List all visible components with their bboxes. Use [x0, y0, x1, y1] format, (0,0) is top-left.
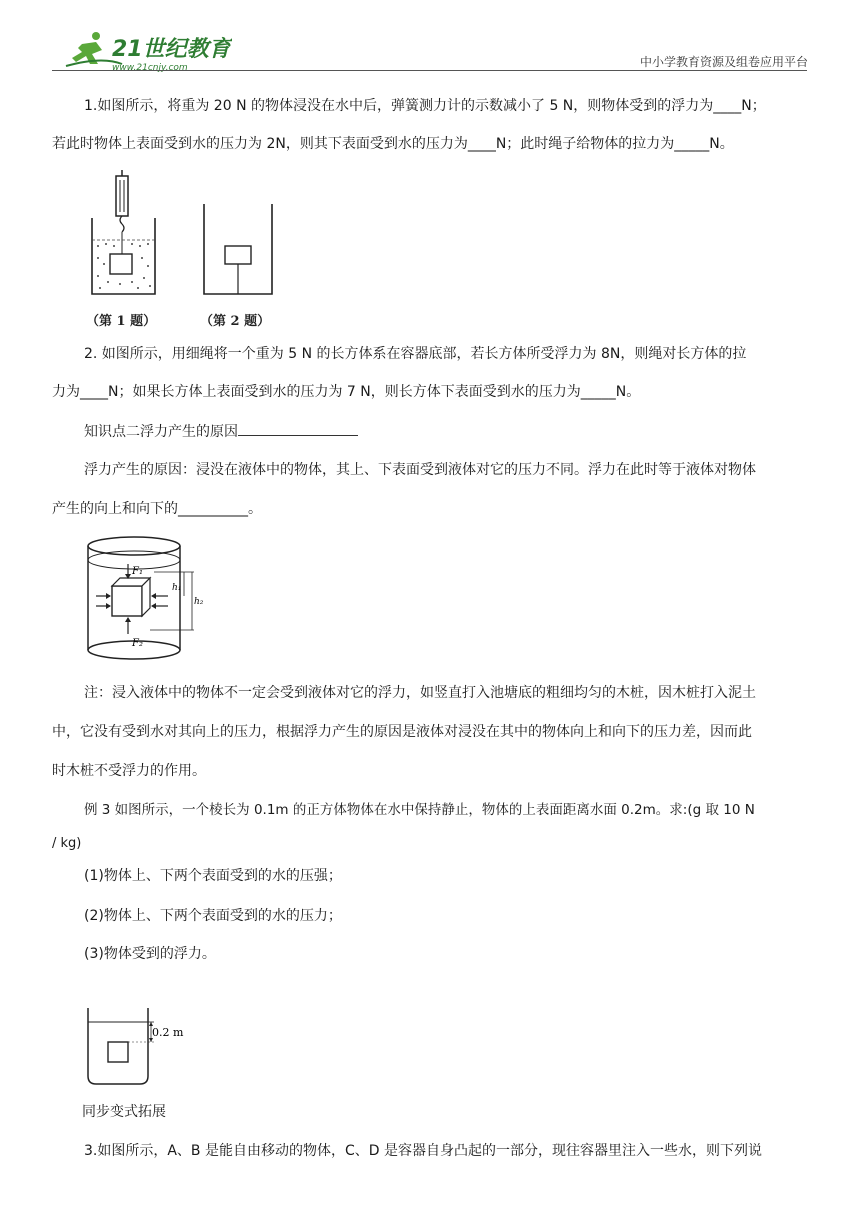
q2-line2: 力为____N；如果长方体上表面受到水的压力为 7 N，则长方体下表面受到水的压力为_____N。: [52, 384, 641, 400]
figure-ex3-container: [84, 1006, 194, 1090]
q2-line1: 2. 如图所示，用细绳将一个重为 5 N 的长方体系在容器底部，若长方体所受浮力为 8N，则绳对长方体的拉: [84, 346, 747, 362]
note-line2: 中，它没有受到水对其向上的压力，根据浮力产生的原因是液体对浸没在其中的物体向上和向下的压力差，因而此: [52, 724, 752, 740]
label-f2: F₂: [132, 638, 143, 649]
label-f1: F₁: [132, 566, 143, 577]
ex3-line2: / kg): [52, 836, 82, 851]
caption-fig2: （第 2 题）: [200, 314, 271, 329]
site-logo: [62, 30, 232, 74]
logo-sub-text: www.21cnjy.com: [112, 63, 188, 73]
note-line3: 时木桩不受浮力的作用。: [52, 763, 206, 779]
ex3-line1: 例 3 如图所示，一个棱长为 0.1m 的正方体物体在水中保持静止，物体的上表面距离水面 0.2m。求:(g 取 10 N: [84, 802, 755, 818]
header-divider: [52, 70, 807, 71]
caption-fig1: （第 1 题）: [86, 314, 157, 329]
header-platform-text: 中小学教育资源及组卷应用平台: [639, 55, 808, 69]
tied-block-figure: [204, 204, 272, 294]
kp2-title: [84, 421, 358, 442]
figure-q1-q2: [80, 168, 290, 333]
logo-main-text: 21世纪教育: [112, 37, 231, 62]
label-h2: h₂: [194, 597, 204, 607]
ex3-sub1: (1)物体上、下两个表面受到的水的压强；: [84, 868, 342, 884]
label-h1: h₁: [172, 583, 182, 593]
note-line1: 注：浸入液体中的物体不一定会受到液体对它的浮力，如竖直打入池塘底的粗细均匀的木桩，因木桩打入泥土: [84, 685, 756, 701]
ex3-sub2: (2)物体上、下两个表面受到的水的压力；: [84, 908, 342, 924]
kp2-title-text: 知识点二浮力产生的原因: [84, 424, 238, 440]
q1-line1: 1.如图所示，将重为 20 N 的物体浸没在水中后，弹簧测力计的示数减小了 5 N，则物体受到的浮力为____N；: [84, 98, 766, 114]
spring-scale-figure: [92, 170, 155, 294]
kp2-line1: 浮力产生的原因：浸没在液体中的物体，其上、下表面受到液体对它的压力不同。浮力在此时等于液体对物体: [84, 462, 756, 478]
q3-line1: 3.如图所示，A、B 是能自由移动的物体，C、D 是容器自身凸起的一部分，现往容器里注入一些水，则下列说: [84, 1143, 762, 1159]
kp2-title-underline: [238, 421, 358, 436]
sync-title: 同步变式拓展: [82, 1104, 166, 1120]
q1-line2: 若此时物体上表面受到水的压力为 2N，则其下表面受到水的压力为____N；此时绳子给物体的拉力为_____N。: [52, 136, 734, 152]
ex3-sub3: (3)物体受到的浮力。: [84, 946, 216, 962]
kp2-line2: 产生的向上和向下的__________。: [52, 501, 262, 517]
figure-cylinder: [84, 534, 214, 669]
depth-label: 0.2 m: [152, 1026, 184, 1039]
